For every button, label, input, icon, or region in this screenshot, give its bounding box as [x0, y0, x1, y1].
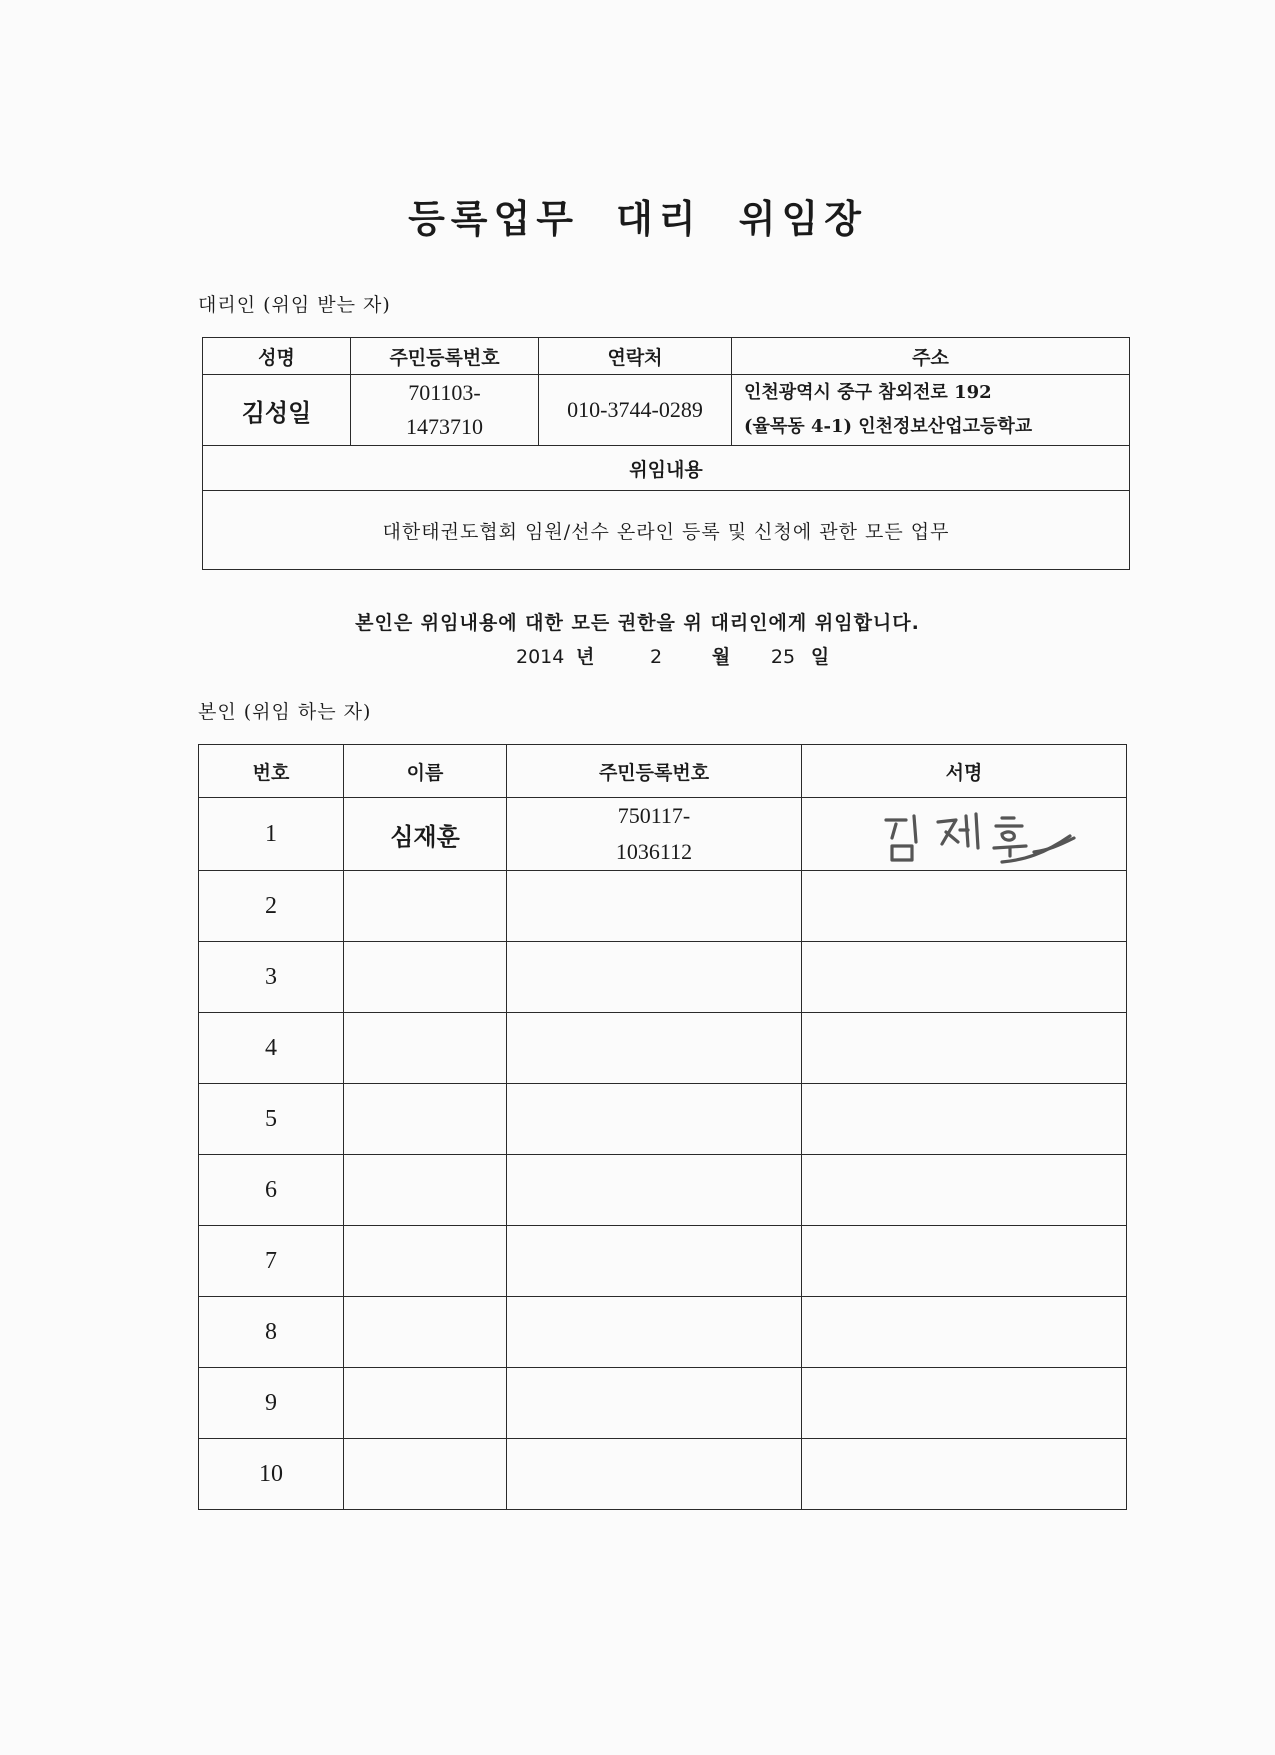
empty-signature-cell: [802, 1226, 1127, 1297]
principal-row-5: [199, 1084, 1127, 1155]
empty-signature-cell: [802, 871, 1127, 942]
agent-section-label: 대리인 (위임 받는 자): [198, 294, 391, 316]
row-number: 5: [199, 1084, 344, 1155]
scope-header: 위임내용: [203, 446, 1130, 491]
empty-id-cell: [507, 1439, 802, 1510]
agent-address-line1: 인천광역시 중구 참외전로 192: [744, 382, 992, 403]
date-day: 25: [770, 646, 796, 668]
empty-name-cell: [344, 1013, 507, 1084]
principal-resident-number-line2: 1036112: [615, 839, 693, 864]
row-number: 2: [199, 871, 344, 942]
date-line: [516, 642, 840, 669]
principal-row-9: [199, 1368, 1127, 1439]
document-title: 등록업무 대리 위임장: [408, 196, 867, 241]
empty-id-cell: [507, 871, 802, 942]
scope-text: 대한태권도협회 임원/선수 온라인 등록 및 신청에 관한 모든 업무: [203, 491, 1130, 570]
principal-section-label: 본인 (위임 하는 자): [198, 701, 372, 723]
agent-resident-number-line2: 1473710: [406, 414, 483, 439]
agent-contact: 010-3744-0289: [539, 375, 732, 446]
principal-number-header: 번호: [199, 745, 344, 798]
date-year: 2014: [516, 646, 565, 668]
empty-signature-cell: [802, 1084, 1127, 1155]
principal-row-3: [199, 942, 1127, 1013]
row-number: 8: [199, 1297, 344, 1368]
empty-id-cell: [507, 1155, 802, 1226]
principal-row-8: [199, 1297, 1127, 1368]
principal-row-2: [199, 871, 1127, 942]
agent-header-row: [203, 338, 1130, 375]
date-day-label: 일: [810, 646, 830, 668]
empty-signature-cell: [802, 1368, 1127, 1439]
empty-signature-cell: [802, 1439, 1127, 1510]
principal-resident-number: [507, 798, 802, 871]
empty-id-cell: [507, 1084, 802, 1155]
empty-name-cell: [344, 1155, 507, 1226]
principal-name: 심재훈: [344, 798, 507, 871]
principal-row-4: [199, 1013, 1127, 1084]
agent-name-header: 성명: [203, 338, 351, 375]
empty-id-cell: [507, 1226, 802, 1297]
row-number: 7: [199, 1226, 344, 1297]
row-number: 1: [199, 798, 344, 871]
empty-signature-cell: [802, 1013, 1127, 1084]
date-month: 2: [649, 646, 663, 668]
principal-resident-number-line1: 750117-: [617, 803, 691, 828]
agent-contact-header: 연락처: [539, 338, 732, 375]
principal-name-header: 이름: [344, 745, 507, 798]
row-number: 4: [199, 1013, 344, 1084]
empty-name-cell: [344, 1297, 507, 1368]
row-number: 3: [199, 942, 344, 1013]
empty-name-cell: [344, 871, 507, 942]
empty-name-cell: [344, 1084, 507, 1155]
empty-name-cell: [344, 1439, 507, 1510]
handwritten-signature: [834, 802, 1094, 866]
row-number: 10: [199, 1439, 344, 1510]
date-month-label: 월: [711, 646, 731, 668]
scope-header-row: [203, 446, 1130, 491]
empty-id-cell: [507, 1297, 802, 1368]
empty-signature-cell: [802, 1297, 1127, 1368]
agent-address-header: 주소: [732, 338, 1130, 375]
empty-id-cell: [507, 1013, 802, 1084]
row-number: 6: [199, 1155, 344, 1226]
principal-signature-header: 서명: [802, 745, 1127, 798]
principal-row-7: [199, 1226, 1127, 1297]
empty-id-cell: [507, 1368, 802, 1439]
agent-data-row: [203, 375, 1130, 446]
scope-body-row: [203, 491, 1130, 570]
empty-name-cell: [344, 1226, 507, 1297]
principal-signature: [802, 798, 1127, 871]
principal-table: [198, 744, 1127, 1510]
principal-header-row: [199, 745, 1127, 798]
principal-resident-number-header: 주민등록번호: [507, 745, 802, 798]
agent-table: [202, 337, 1130, 570]
principal-row-10: [199, 1439, 1127, 1510]
empty-signature-cell: [802, 1155, 1127, 1226]
empty-name-cell: [344, 942, 507, 1013]
empty-signature-cell: [802, 942, 1127, 1013]
agent-address-line2: (율목동 4-1) 인천정보산업고등학교: [744, 416, 1033, 437]
agent-name: 김성일: [203, 375, 351, 446]
agent-address: [732, 375, 1130, 446]
row-number: 9: [199, 1368, 344, 1439]
delegation-statement: 본인은 위임내용에 대한 모든 권한을 위 대리인에게 위임합니다.: [355, 612, 920, 634]
agent-resident-number-header: 주민등록번호: [351, 338, 539, 375]
principal-row-6: [199, 1155, 1127, 1226]
agent-resident-number-line1: 701103-: [408, 380, 481, 405]
empty-name-cell: [344, 1368, 507, 1439]
agent-resident-number: [351, 375, 539, 446]
empty-id-cell: [507, 942, 802, 1013]
principal-row-1: [199, 798, 1127, 871]
date-year-label: 년: [576, 646, 595, 668]
